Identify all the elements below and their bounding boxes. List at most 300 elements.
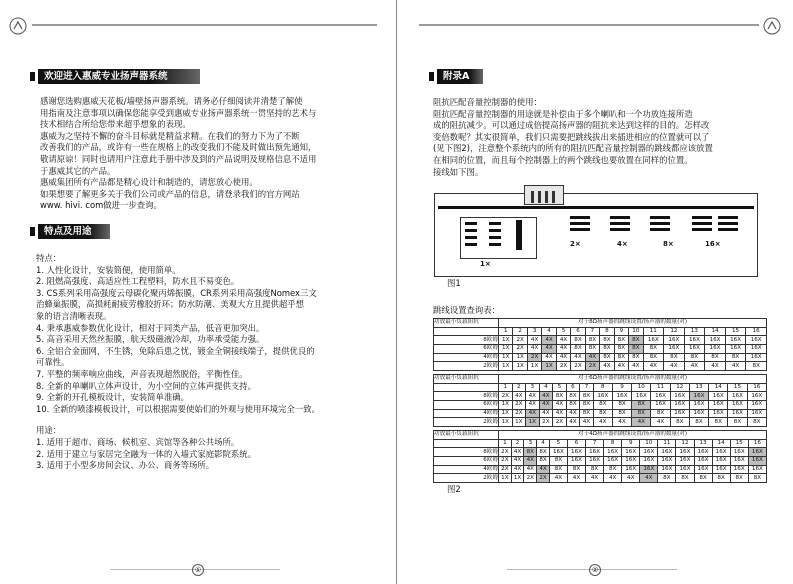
table-cell: 4X xyxy=(556,353,570,362)
column-header: 14 xyxy=(709,383,728,392)
column-header: 2 xyxy=(512,383,526,392)
table-cell: 8X xyxy=(586,465,604,474)
table-cell: 8X xyxy=(730,474,748,483)
table-cell: 16X xyxy=(709,392,728,401)
table-cell: 4X xyxy=(604,474,622,483)
column-header: 6 xyxy=(571,327,585,336)
table-cell: 8X xyxy=(670,418,689,427)
table-cell: 16X xyxy=(651,401,670,410)
table-cell: 4X xyxy=(586,474,604,483)
column-header: 8 xyxy=(604,439,622,448)
feature-item: 1. 人性化设计，安装简便，使用简单。 xyxy=(36,264,181,275)
table-cell: 8X xyxy=(585,345,599,354)
feature-item: 治蜂巢振膜，高损耗耐疲劳橡胶折环；防水防潮、美观大方且提供超乎想 xyxy=(36,299,304,310)
column-header: 8 xyxy=(593,383,612,392)
table-cell: 4X xyxy=(512,392,526,401)
table-row xyxy=(434,448,767,457)
column-header: 10 xyxy=(640,439,658,448)
table-cell: 16X xyxy=(670,392,689,401)
hivi-logo-icon xyxy=(763,17,781,35)
column-header: 16 xyxy=(748,439,766,448)
hivi-logo-icon xyxy=(9,17,27,35)
feature-item: 10. 全新的喷漆模板设计，可以根据需要使始们的外观与使用环境完全一致。 xyxy=(36,403,320,414)
table-row xyxy=(434,353,767,362)
table-row xyxy=(434,474,767,483)
table-cell: 4X xyxy=(629,362,643,371)
table-cell: 4X xyxy=(571,353,585,362)
table-cell: 4X xyxy=(526,409,540,418)
table-cell: 16X xyxy=(712,457,730,466)
table-cell: 16X xyxy=(709,409,728,418)
column-header: 11 xyxy=(651,383,670,392)
table-cell: 1X xyxy=(513,362,527,371)
table-cell: 8X xyxy=(709,418,728,427)
table-cell: 8X xyxy=(705,353,726,362)
table-cell: 2X xyxy=(499,457,512,466)
table-title: 对于4Ω扬声器的跳线设置/扬声器的数量(对) xyxy=(499,431,767,440)
table-cell: 4X xyxy=(580,418,594,427)
table-cell: 16X xyxy=(709,401,728,410)
column-header: 15 xyxy=(728,383,747,392)
table-cell: 8X xyxy=(580,409,594,418)
table-cell: 8X xyxy=(664,353,685,362)
table-cell: 8X xyxy=(614,353,628,362)
table-cell: 16X xyxy=(640,465,658,474)
table-cell: 4X xyxy=(643,362,664,371)
table-cell: 4X xyxy=(612,418,631,427)
table-cell: 16X xyxy=(632,392,651,401)
table-cell: 4X xyxy=(524,457,537,466)
table-cell: 1X xyxy=(499,401,513,410)
table-row xyxy=(434,336,767,345)
column-header: 9 xyxy=(614,327,628,336)
table-cell: 16X xyxy=(730,457,748,466)
feature-item: 8. 全新的单喇叭立体声设计，为小空间的立体声提供支持。 xyxy=(36,380,257,391)
column-header: 12 xyxy=(664,327,685,336)
table-row xyxy=(434,362,767,371)
table-cell: 16X xyxy=(730,465,748,474)
table-cell: 16X xyxy=(746,336,767,345)
table-cell: 4X xyxy=(566,418,580,427)
table-cell: 16X xyxy=(567,448,585,457)
row-label: 6欧姆 xyxy=(434,457,499,466)
table-cell: 16X xyxy=(689,392,708,401)
table-row xyxy=(434,401,767,410)
table-cell: 16X xyxy=(676,448,694,457)
table-cell: 16X xyxy=(676,465,694,474)
feature-item: 象的语言清晰表现。 xyxy=(36,310,112,321)
jumper-block-2x xyxy=(570,214,598,236)
column-header: 1 xyxy=(499,383,513,392)
table-cell: 4X xyxy=(567,474,585,483)
table-cell: 4X xyxy=(640,474,658,483)
text-line: 变倍数呢？其实很简单，我们只需要把跳线拔出来插进相应的位置就可以了 xyxy=(433,131,710,142)
table-cell: 2X xyxy=(524,474,537,483)
table-cell: 8X xyxy=(746,362,767,371)
table-cell: 16X xyxy=(604,448,622,457)
table-cell: 16X xyxy=(694,448,712,457)
row-label: 8欧姆 xyxy=(434,448,499,457)
table-cell: 4X xyxy=(705,362,726,371)
column-header: 2 xyxy=(513,327,527,336)
table-cell: 16X xyxy=(658,457,676,466)
column-header: 10 xyxy=(632,383,651,392)
table-cell: 4X xyxy=(539,409,553,418)
table-cell: 8X xyxy=(747,418,766,427)
table-cell: 16X xyxy=(689,409,708,418)
table-cell: 16X xyxy=(593,392,612,401)
table-cell: 16X xyxy=(705,336,726,345)
feature-item: 4. 秉承惠威参数优化设计，相对于同类产品，低音更加突出。 xyxy=(36,322,265,333)
table-cell: 1X xyxy=(499,474,512,483)
text-line: 惠威集团所有产品都是精心设计和制造的，请您放心使用。 xyxy=(40,177,258,188)
table-cell: 8X xyxy=(600,336,614,345)
table-cell: 16X xyxy=(586,457,604,466)
table-cell: 16X xyxy=(622,448,640,457)
table-cell: 8X xyxy=(524,448,537,457)
table-cell: 4X xyxy=(614,362,628,371)
column-header: 11 xyxy=(658,439,676,448)
table-cell: 16X xyxy=(670,409,689,418)
table-cell: 4X xyxy=(511,448,524,457)
table-corner-label: 功放最小负载阻抗 xyxy=(434,375,499,384)
feature-item: 9. 全新的开孔模板设计，安装简单准确。 xyxy=(36,392,190,403)
table-cell: 8X xyxy=(694,474,712,483)
table-cell: 2X xyxy=(553,418,567,427)
multiplier-label: 16× xyxy=(705,240,721,248)
row-label: 4欧姆 xyxy=(434,465,499,474)
welcome-paragraph xyxy=(40,96,316,212)
table-cell: 16X xyxy=(728,401,747,410)
table-row xyxy=(434,465,767,474)
table-cell: 1X xyxy=(511,474,524,483)
table-caption: 跳线设置查询表： xyxy=(433,305,500,315)
table-row xyxy=(434,409,767,418)
table-cell: 1X xyxy=(499,336,513,345)
table-cell: 1X xyxy=(512,418,526,427)
text-line: 在相同的位置，而且每个控制器上的两个跳线也要放置在同样的位置。 xyxy=(433,154,693,165)
features-label: 特点： xyxy=(36,253,62,263)
uses-label: 用途： xyxy=(36,425,62,436)
table-cell: 16X xyxy=(694,457,712,466)
jumper-block-4x xyxy=(610,214,638,236)
row-label: 4欧姆 xyxy=(434,409,499,418)
column-header: 4 xyxy=(539,383,553,392)
table-cell: 4X xyxy=(527,336,541,345)
jumper-block-16x xyxy=(692,214,742,236)
column-header: 3 xyxy=(524,439,537,448)
table-cell: 8X xyxy=(593,409,612,418)
table-cell: 16X xyxy=(664,336,685,345)
jumper-block-main xyxy=(460,217,537,259)
column-header: 1 xyxy=(499,439,512,448)
table-cell: 8X xyxy=(614,345,628,354)
table-cell: 8X xyxy=(549,465,567,474)
text-line: 如果想要了解更多关于我们公司或产品的信息，请登录我们的官方网站 xyxy=(40,188,300,199)
table-cell: 16X xyxy=(728,409,747,418)
table-cell: 16X xyxy=(670,401,689,410)
table-cell: 8X xyxy=(632,401,651,410)
table-cell: 4X xyxy=(600,362,614,371)
table-title: 对于6Ω扬声器的跳线设置/扬声器的数量(对) xyxy=(499,375,767,384)
text-line: 阻抗匹配音量控制器的用途就是补偿由于多个喇叭和一个功放连接所造 xyxy=(433,108,693,119)
page-number: ① xyxy=(192,564,204,576)
table-cell: 4X xyxy=(542,336,556,345)
column-header: 8 xyxy=(600,327,614,336)
feature-item: 3. CS系列采用高强度云母碳化聚丙烯振膜，CR系列采用高强度Nomex三文 xyxy=(36,287,317,298)
table-title: 对于8Ω扬声器的跳线设置/扬声器的数量(对) xyxy=(499,319,767,328)
row-label: 4欧姆 xyxy=(434,353,499,362)
table-cell: 1X xyxy=(527,362,541,371)
table-row xyxy=(434,392,767,401)
table-cell: 4X xyxy=(511,457,524,466)
table-cell: 4X xyxy=(511,465,524,474)
table-cell: 8X xyxy=(725,353,746,362)
table-cell: 8X xyxy=(643,353,664,362)
table-cell: 8X xyxy=(728,418,747,427)
table-cell: 16X xyxy=(748,448,766,457)
column-header: 14 xyxy=(712,439,730,448)
table-cell: 1X xyxy=(499,418,513,427)
table-cell: 8X xyxy=(537,448,550,457)
table-cell: 8X xyxy=(612,401,631,410)
table-cell: 1X xyxy=(542,362,556,371)
table-cell: 4X xyxy=(651,418,670,427)
table-cell: 8X xyxy=(689,418,708,427)
feature-item: 可靠性。 xyxy=(36,357,70,368)
table-cell: 16X xyxy=(725,336,746,345)
table-corner-label: 功放最小负载阻抗 xyxy=(434,319,499,328)
column-header: 3 xyxy=(526,383,540,392)
column-header: 7 xyxy=(586,439,604,448)
table-cell: 2X xyxy=(499,465,512,474)
column-header: 10 xyxy=(629,327,643,336)
table-cell: 2X xyxy=(571,362,585,371)
column-header: 16 xyxy=(747,383,766,392)
table-cell: 8X xyxy=(567,465,585,474)
table-cell: 8X xyxy=(629,336,643,345)
header-rule xyxy=(32,24,377,26)
row-label: 2欧姆 xyxy=(434,474,499,483)
table-row xyxy=(434,345,767,354)
column-header: 9 xyxy=(612,383,631,392)
section-heading-features: 特点及用途 xyxy=(38,224,110,239)
column-header: 15 xyxy=(730,439,748,448)
table-cell: 2X xyxy=(512,409,526,418)
table-cell: 4X xyxy=(556,345,570,354)
table-cell: 16X xyxy=(567,457,585,466)
table-cell: 8X xyxy=(580,392,594,401)
text-line: 敬请原谅！同时也请用户注意此手册中涉及到的产品说明及规格信息不适用 xyxy=(40,153,317,164)
table-cell: 16X xyxy=(730,448,748,457)
table-cell: 1X xyxy=(499,362,513,371)
feature-item: 6. 全铝合金面网，不生锈，免除后患之忧，镀金全铜接线端子，提供优良的 xyxy=(36,345,315,356)
feature-item: 2. 阻燃高强度、高适应性工程塑料，防水且不易变色。 xyxy=(36,276,240,287)
column-header: 14 xyxy=(705,327,726,336)
table-cell: 4X xyxy=(566,409,580,418)
feature-item: 7. 平整的频率响应曲线，声音表现超然脱俗，平衡性佳。 xyxy=(36,368,248,379)
table-cell: 4X xyxy=(549,474,567,483)
row-label: 2欧姆 xyxy=(434,362,499,371)
table-cell: 4X xyxy=(725,362,746,371)
table-cell: 8X xyxy=(571,336,585,345)
table-cell: 2X xyxy=(499,448,512,457)
table-cell: 4X xyxy=(622,474,640,483)
text-line: 用指南及注意事项以确保您能享受到惠威专业扬声器系统一贯坚持的艺术与 xyxy=(40,107,317,118)
column-header: 2 xyxy=(511,439,524,448)
table-cell: 16X xyxy=(684,336,705,345)
table-cell: 4X xyxy=(553,409,567,418)
column-header: 4 xyxy=(537,439,550,448)
column-header: 13 xyxy=(684,327,705,336)
table-cell: 16X xyxy=(640,448,658,457)
table-cell: 4X xyxy=(526,392,540,401)
table-cell: 16X xyxy=(728,392,747,401)
appendix-intro xyxy=(433,97,713,178)
table-cell: 16X xyxy=(684,345,705,354)
table-row xyxy=(434,418,767,427)
multiplier-label: 8× xyxy=(663,240,674,248)
table-cell: 8X xyxy=(651,409,670,418)
table-cell: 4X xyxy=(585,353,599,362)
table-cell: 16X xyxy=(747,401,766,410)
table-cell: 4X xyxy=(539,401,553,410)
table-cell: 2X xyxy=(513,345,527,354)
table-cell: 4X xyxy=(527,345,541,354)
table-corner-label: 功放最小负载阻抗 xyxy=(434,431,499,440)
section-heading-appendix: 附录A xyxy=(437,69,483,84)
table-cell: 4X xyxy=(664,362,685,371)
column-header: 16 xyxy=(746,327,767,336)
table-cell: 16X xyxy=(747,409,766,418)
table-cell: 1X xyxy=(499,353,513,362)
table-cell: 16X xyxy=(651,392,670,401)
table-cell: 8X xyxy=(612,409,631,418)
column-header: 7 xyxy=(585,327,599,336)
table-cell: 4X xyxy=(524,465,537,474)
column-header: 7 xyxy=(580,383,594,392)
column-header: 13 xyxy=(689,383,708,392)
multiplier-label: 1× xyxy=(480,260,491,268)
table-cell: 8X xyxy=(614,336,628,345)
jumper-rail xyxy=(438,206,754,209)
table-cell: 16X xyxy=(676,457,694,466)
column-header: 5 xyxy=(553,383,567,392)
page-number: ② xyxy=(589,564,601,576)
table-cell: 16X xyxy=(622,457,640,466)
table-cell: 2X xyxy=(512,401,526,410)
table-cell: 16X xyxy=(705,345,726,354)
table-cell: 8X xyxy=(629,345,643,354)
table-cell: 16X xyxy=(658,448,676,457)
table-cell: 16X xyxy=(712,448,730,457)
table-cell: 8X xyxy=(593,401,612,410)
table-cell: 16X xyxy=(694,465,712,474)
table-cell: 4X xyxy=(526,401,540,410)
column-header: 13 xyxy=(694,439,712,448)
text-line: 惠威为之坚持不懈的奋斗目标就是精益求精。在我们的努力下为了不断 xyxy=(40,130,300,141)
jumper-table xyxy=(433,430,767,483)
table-cell: 8X xyxy=(643,345,664,354)
table-cell: 4X xyxy=(632,418,651,427)
table-cell: 8X xyxy=(629,353,643,362)
figure-2-label: 图2 xyxy=(447,484,461,494)
column-header: 12 xyxy=(670,383,689,392)
text-line: 接线如下图。 xyxy=(433,166,484,177)
table-cell: 8X xyxy=(553,392,567,401)
column-header: 5 xyxy=(549,439,567,448)
column-header: 9 xyxy=(622,439,640,448)
multiplier-label: 4× xyxy=(617,240,628,248)
jumper-block-8x xyxy=(650,214,678,236)
text-line: 成的阻抗减少。可以通过成倍提高扬声器的阻抗来达到这样的目的。怎样改 xyxy=(433,120,710,131)
row-label: 6欧姆 xyxy=(434,401,499,410)
table-cell: 16X xyxy=(748,465,766,474)
table-cell: 8X xyxy=(684,353,705,362)
table-cell: 16X xyxy=(586,448,604,457)
table-cell: 8X xyxy=(537,457,550,466)
table-cell: 16X xyxy=(746,353,767,362)
text-line: 感谢您选购惠威天花板/墙壁扬声器系统。请务必仔细阅读并清楚了解使 xyxy=(40,96,303,106)
text-line: 技术相结合所给您带来超乎想象的表现。 xyxy=(40,119,191,130)
table-cell: 16X xyxy=(725,345,746,354)
header-rule xyxy=(419,24,759,26)
multiplier-label: 2× xyxy=(570,240,581,248)
jumper-table xyxy=(433,374,767,427)
use-item: 1. 适用于超市、商场、候机室、宾馆等各种公共场所。 xyxy=(36,436,240,447)
row-label: 6欧姆 xyxy=(434,345,499,354)
table-cell: 1X xyxy=(499,409,513,418)
text-line: (见下图2)，注意整个系统内的所有的阻抗匹配音量控制器的跳线都应该放置 xyxy=(433,143,713,154)
table-cell: 8X xyxy=(632,409,651,418)
feature-item: 5. 高音采用天然丝振膜，航天级磁液冷却，功率承受能力强。 xyxy=(36,334,265,345)
right-page xyxy=(397,0,793,584)
table-cell: 2X xyxy=(556,362,570,371)
table-cell: 16X xyxy=(604,457,622,466)
table-cell: 16X xyxy=(549,448,567,457)
use-item: 3. 适用于小型多房间会议、办公、商务等场所。 xyxy=(36,460,215,471)
table-cell: 4X xyxy=(553,401,567,410)
table-cell: 16X xyxy=(747,392,766,401)
column-header: 5 xyxy=(556,327,570,336)
table-cell: 4X xyxy=(542,353,556,362)
table-cell: 16X xyxy=(658,465,676,474)
table-cell: 16X xyxy=(622,465,640,474)
table-cell: 8X xyxy=(580,401,594,410)
table-cell: 2X xyxy=(513,336,527,345)
column-header: 6 xyxy=(566,383,580,392)
table-cell: 2X xyxy=(585,362,599,371)
table-cell: 8X xyxy=(566,401,580,410)
table-cell: 4X xyxy=(556,336,570,345)
table-cell: 16X xyxy=(689,401,708,410)
section-heading-welcome: 欢迎进入惠威专业扬声器系统 xyxy=(38,69,200,84)
table-cell: 16X xyxy=(643,336,664,345)
table-cell: 8X xyxy=(549,457,567,466)
table-cell: 16X xyxy=(612,392,631,401)
figure-1-label: 图1 xyxy=(447,278,461,288)
table-cell: 8X xyxy=(571,345,585,354)
table-cell: 2X xyxy=(539,418,553,427)
table-cell: 16X xyxy=(746,345,767,354)
table-cell: 1X xyxy=(499,345,513,354)
table-cell: 16X xyxy=(640,457,658,466)
table-cell: 4X xyxy=(537,465,550,474)
row-label: 8欧姆 xyxy=(434,392,499,401)
figure-1-diagram xyxy=(434,193,758,277)
text-line: www. hivi. com做进一步查询。 xyxy=(40,200,162,211)
table-cell: 8X xyxy=(600,353,614,362)
